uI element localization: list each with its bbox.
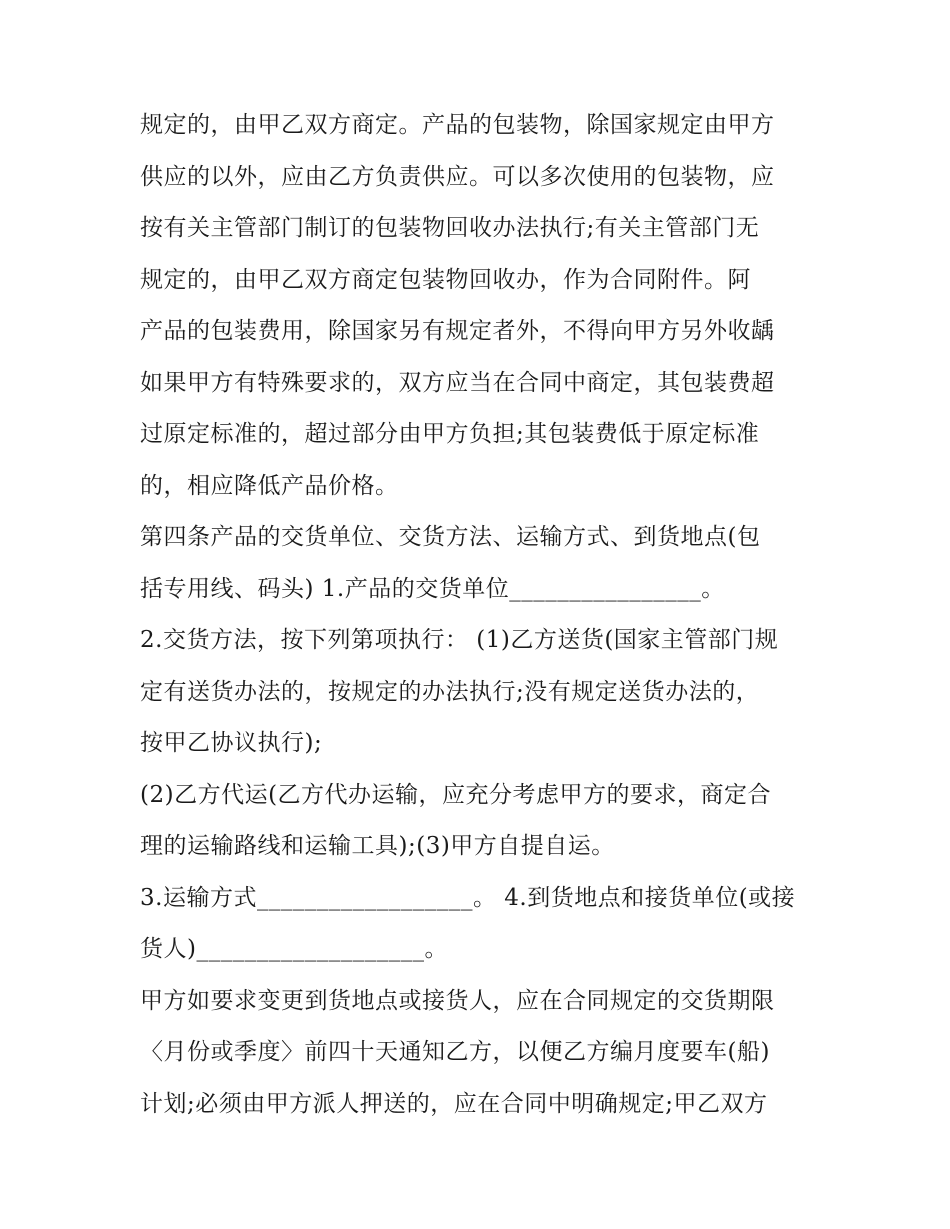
article-four-heading: 第四条产品的交货单位、交货方法、运输方式、到货地点(包	[140, 524, 761, 550]
text-line: (2)乙方代运(乙方代办运输，应充分考虑甲方的要求，商定合	[140, 781, 772, 808]
delivery-unit-line: 括专用线、码头) 1.产品的交货单位________________。	[140, 575, 725, 602]
text-line: 供应的以外，应由乙方负责供应。可以多次使用的包装物，应	[140, 163, 775, 190]
text-line: 按有关主管部门制订的包装物回收办法执行;有关主管部门无	[140, 215, 760, 241]
text-line: 〈月份或季度〉前四十天通知乙方，以便乙方编月度要车(船)	[140, 1039, 770, 1065]
text-line: 规定的，由甲乙双方商定。产品的包装物，除国家规定由甲方	[140, 112, 775, 138]
text-line: 的，相应降低产品价格。	[140, 472, 399, 499]
delivery-method-line: 2.交货方法，按下列第项执行： (1)乙方送货(国家主管部门规	[140, 627, 779, 653]
transport-method-line: 3.运输方式__________________。 4.到货地点和接货单位(或接	[140, 884, 796, 911]
text-line: 过原定标准的，超过部分由甲方负担;其包装费低于原定标准	[140, 421, 760, 447]
text-line: 定有送货办法的，按规定的办法执行;没有规定送货办法的，	[140, 678, 760, 705]
text-line: 规定的，由甲乙双方商定包装物回收办，作为合同附件。阿	[140, 266, 751, 293]
consignee-line: 货人)___________________。	[140, 936, 448, 962]
text-line: 如果甲方有特殊要求的，双方应当在合同中商定，其包装费超	[140, 369, 775, 396]
contract-text-body	[140, 100, 820, 1130]
text-line: 计划;必须由甲方派人押送的，应在合同中明确规定;甲乙双方	[140, 1090, 768, 1117]
text-line: 理的运输路线和运输工具);(3)甲方自提自运。	[140, 833, 615, 859]
text-line: 按甲乙协议执行);	[140, 730, 323, 756]
text-line: 产品的包装费用，除国家另有规定者外，不得向甲方另外收龋	[140, 318, 775, 344]
text-line: 甲方如要求变更到货地点或接货人，应在合同规定的交货期限	[140, 987, 775, 1014]
